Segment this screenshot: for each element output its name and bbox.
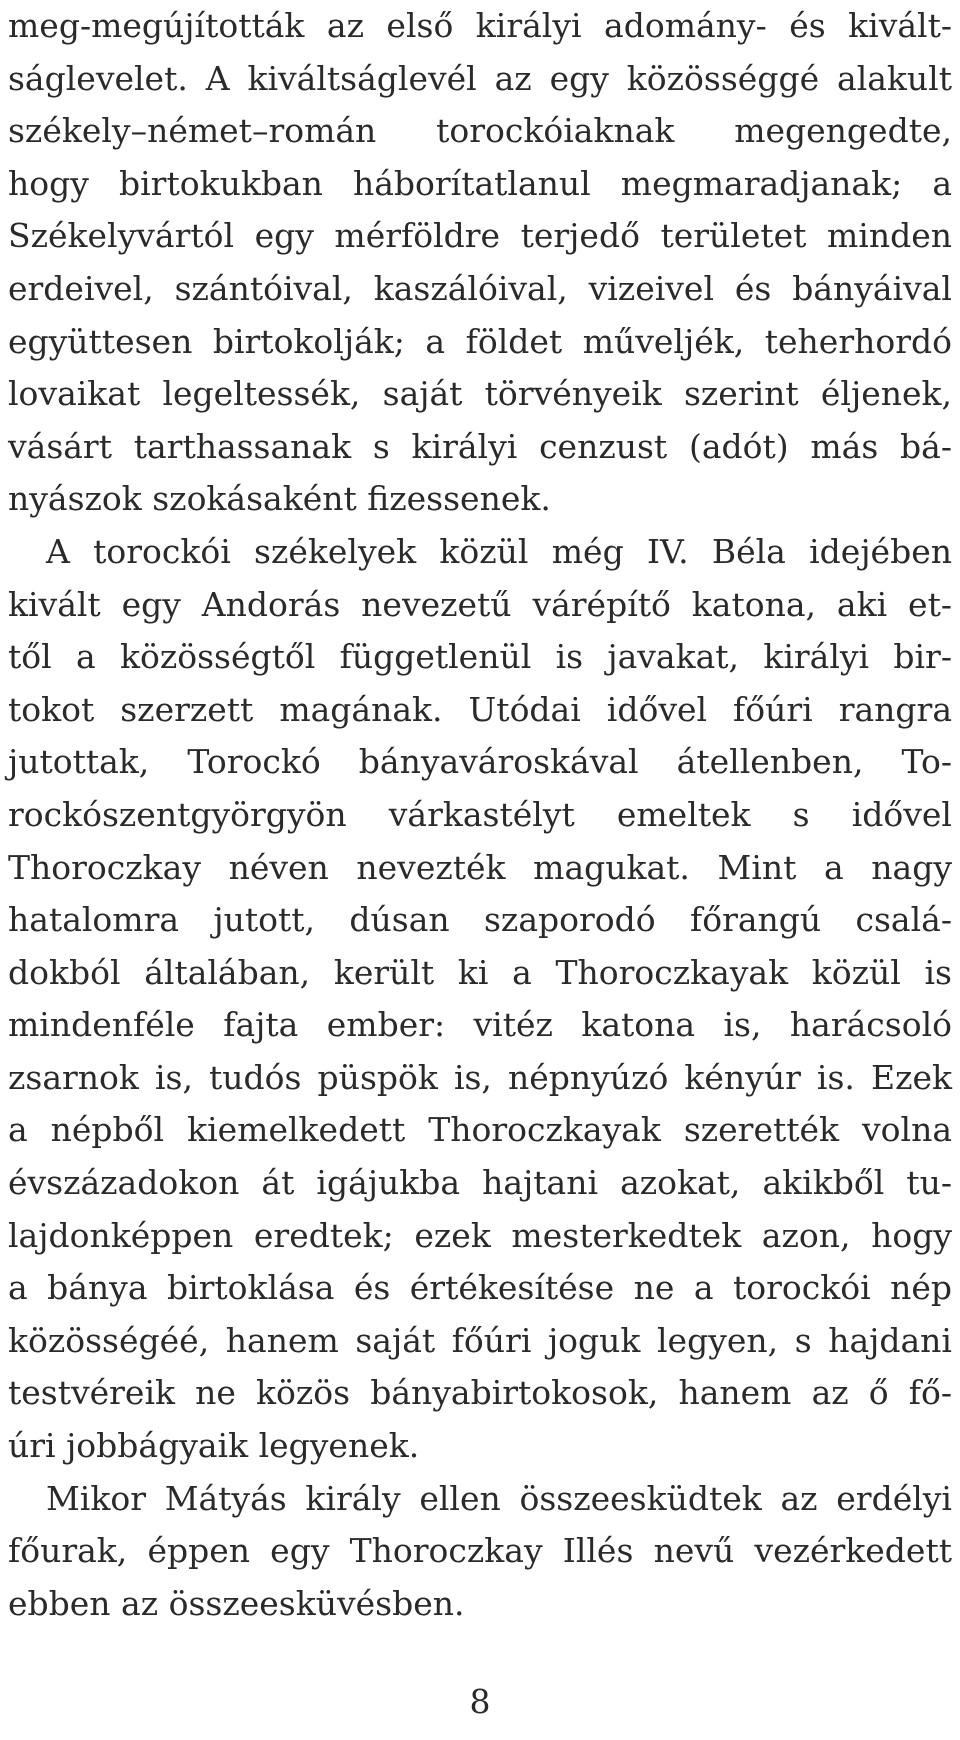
text-line: jutottak, Torockó bányavároskával átellenben, To- [8,742,952,782]
text-line: mindenféle fajta ember: vitéz katona is, harácsoló [8,1005,952,1045]
text-line: től a közösségtől függetlenül is javakat, királyi bir- [8,637,952,677]
text-line: főurak, éppen egy Thoroczkay Illés nevű vezérkedett [8,1531,952,1571]
paragraph-1 [8,0,952,526]
text-line: székely–német–román torockóiaknak megengedte, [8,111,952,151]
text-line: úri jobbágyaik legyenek. [8,1426,420,1466]
text-line: testvéreik ne közös bányabirtokosok, hanem az ő fő- [8,1373,952,1413]
text-line: kivált egy Andorás nevezetű várépítő katona, aki et- [8,584,952,624]
text-line: A torockói székelyek közül még IV. Béla idejében [46,531,952,571]
text-line: Mikor Mátyás király ellen összeesküdtek az erdélyi [46,1478,952,1518]
text-line: meg-megújították az első királyi adomány- és kivált- [8,6,952,45]
text-line: évszázadokon át igájukba hajtani azokat, akikből tu- [8,1163,952,1203]
text-line: dokból általában, került ki a Thoroczkayak közül is [8,952,952,992]
text-line: hogy birtokukban háborítatlanul megmaradjanak; a [8,163,952,203]
page-number: 8 [469,1682,491,1721]
body-text [8,0,952,1630]
text-line: a népből kiemelkedett Thoroczkayak szerették volna [8,1110,952,1150]
text-line: nyászok szokásaként fizessenek. [8,479,551,519]
text-line: Thoroczkay néven nevezték magukat. Mint a nagy [8,847,952,887]
text-line: Székelyvártól egy mérföldre terjedő területet minden [8,216,952,256]
text-line: együttesen birtokolják; a földet műveljék, teherhordó [8,321,952,361]
text-line: zsarnok is, tudós püspök is, népnyúzó kényúr is. Ezek [8,1057,952,1097]
text-line: lovaikat legeltessék, saját törvényeik szerint éljenek, [8,374,952,414]
paragraph-2 [8,526,952,1473]
text-line: rockószentgyörgyön várkastélyt emeltek s idővel [8,794,952,834]
text-line: lajdonképpen eredtek; ezek mesterkedtek azon, hogy [8,1215,952,1255]
text-line: ebben az összeesküvésben. [8,1583,465,1623]
text-line: a bánya birtoklása és értékesítése ne a torockói nép [8,1268,952,1308]
paragraph-3 [8,1473,952,1631]
text-line: tokot szerzett magának. Utódai idővel főúri rangra [8,689,952,729]
text-line: közösségéé, hanem saját főúri joguk legyen, s hajdani [8,1320,952,1360]
text-line: erdeivel, szántóival, kaszálóival, vizeivel és bányáival [8,268,952,308]
text-line: ságlevelet. A kiváltságlevél az egy közösséggé alakult [8,58,952,98]
text-line: hatalomra jutott, dúsan szaporodó főrangú csalá- [8,900,952,940]
text-line: vásárt tarthassanak s királyi cenzust (adót) más bá- [8,426,952,466]
